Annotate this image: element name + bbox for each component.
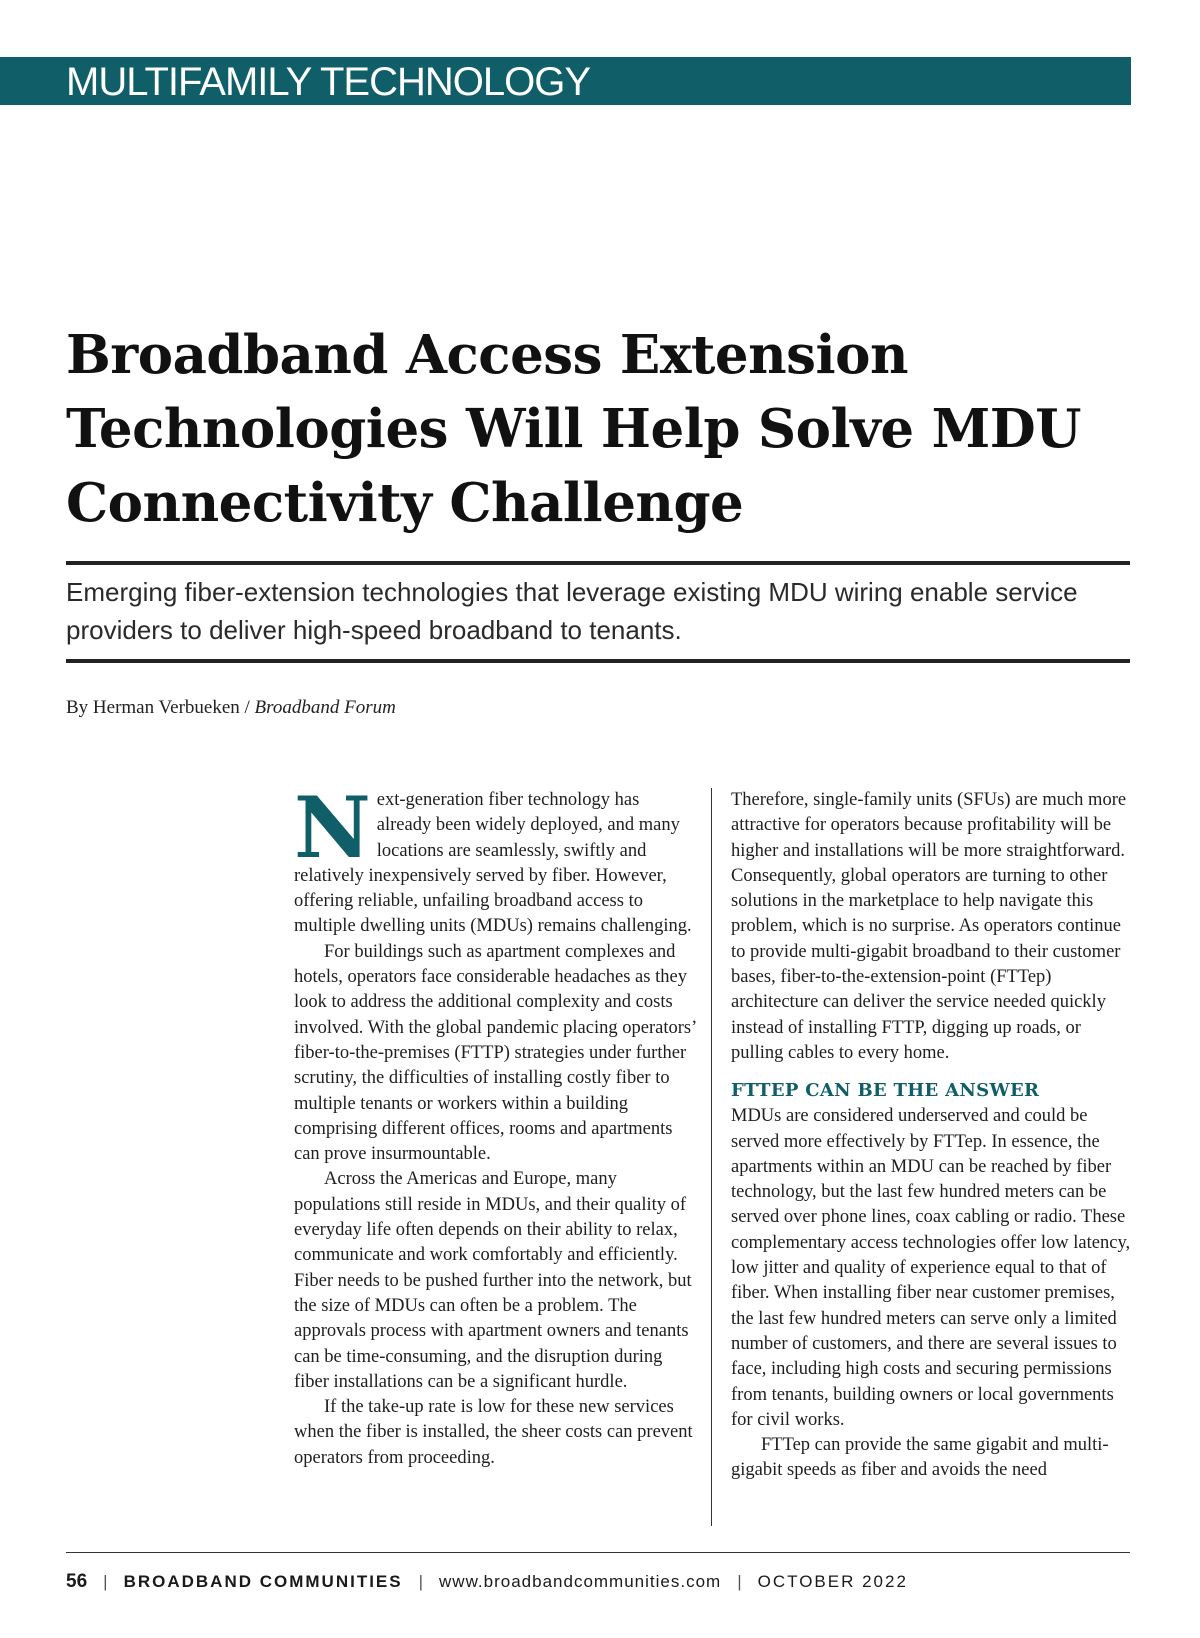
- body-paragraph: If the take-up rate is low for these new services when the fiber is installed, the sheer costs can prevent operators from proceeding.: [294, 1397, 693, 1468]
- publication-url: www.broadbandcommunities.com: [439, 1572, 722, 1591]
- issue-date: OCTOBER 2022: [757, 1572, 908, 1591]
- body-paragraph: Therefore, single-family units (SFUs) are much more attractive for operators because profitability will be higher and installations will be more straightforward. Consequently, global operators are turning to other solutions in the marketplace to help navigate this problem, which is no surprise. As operators continue to provide multi-gigabit broadband to their customer bases, fiber-to-the-extension-point (FTTep) architecture can deliver the service needed quickly instead of installing FTTP, digging up roads, or pulling cables to every home.: [731, 790, 1127, 1063]
- byline: [66, 696, 396, 720]
- drop-cap: N: [294, 778, 371, 877]
- byline-author: By Herman Verbueken /: [66, 697, 250, 718]
- page-footer: [66, 1570, 908, 1594]
- deck-bottom-rule: [66, 659, 1130, 663]
- body-column-left: [294, 778, 698, 1471]
- body-paragraph: [294, 778, 698, 940]
- footer-separator: |: [103, 1572, 108, 1591]
- body-paragraph: MDUs are considered underserved and could be served more effectively by FTTep. In essence, the apartments within an MDU can be reached by fiber technology, but the last few hundred meters can be served over phone lines, coax cabling or radio. These complementary access technologies offer low latency, low jitter and quality of experience equal to that of fiber. When installing fiber near customer premises, the last few hundred meters can serve only a limited number of customers, and there are several issues to face, including high costs and securing permissions from tenants, building owners or local governments for civil works.: [731, 1106, 1131, 1430]
- body-column-right: [731, 788, 1133, 1484]
- article-title: Broadband Access Extension Technologies Will Help Solve MDU Connectivity Challenge: [66, 324, 1081, 534]
- body-paragraph: For buildings such as apartment complexes and hotels, operators face considerable headaches as they look to address the additional complexity and costs involved. With the global pandemic placing operators’ fiber-to-the-premises (FTTP) strategies under further scrutiny, the difficulties of installing costly fiber to multiple tenants or workers within a building comprising different offices, rooms and apartments can prove insurmountable.: [294, 941, 696, 1165]
- page-number: 56: [66, 1571, 88, 1592]
- body-paragraph: Across the Americas and Europe, many populations still reside in MDUs, and their quality of everyday life often depends on their ability to relax, communicate and work comfortably and efficiently. Fiber needs to be pushed further into the network, but the size of MDUs can often be a problem. The approvals process with apartment owners and tenants can be time-consuming, and the disruption during fiber installations can be a significant hurdle.: [294, 1169, 692, 1392]
- section-banner: [0, 57, 1131, 105]
- section-banner-label: MULTIFAMILY TECHNOLOGY: [66, 60, 591, 104]
- column-divider: [711, 788, 712, 1526]
- footer-separator: |: [418, 1572, 424, 1591]
- byline-organization: Broadband Forum: [254, 697, 396, 718]
- footer-separator: |: [737, 1572, 742, 1591]
- article-deck: Emerging fiber-extension technologies that leverage existing MDU wiring enable service providers to deliver high-speed broadband to tenants.: [66, 577, 1078, 645]
- body-paragraph-text: ext-generation fiber technology has already been widely deployed, and many locations are seamlessly, swiftly and relatively inexpensively served by fiber. However, offering reliable, unfailing broadband access to multiple dwelling units (MDUs) remains challenging.: [294, 790, 692, 937]
- section-subhead: FTTEP CAN BE THE ANSWER: [731, 1080, 1040, 1102]
- footer-rule: [66, 1552, 1130, 1553]
- deck-top-rule: [66, 561, 1130, 565]
- publication-name: BROADBAND COMMUNITIES: [123, 1572, 403, 1591]
- body-paragraph: FTTep can provide the same gigabit and multi-gigabit speeds as fiber and avoids the need: [731, 1435, 1109, 1481]
